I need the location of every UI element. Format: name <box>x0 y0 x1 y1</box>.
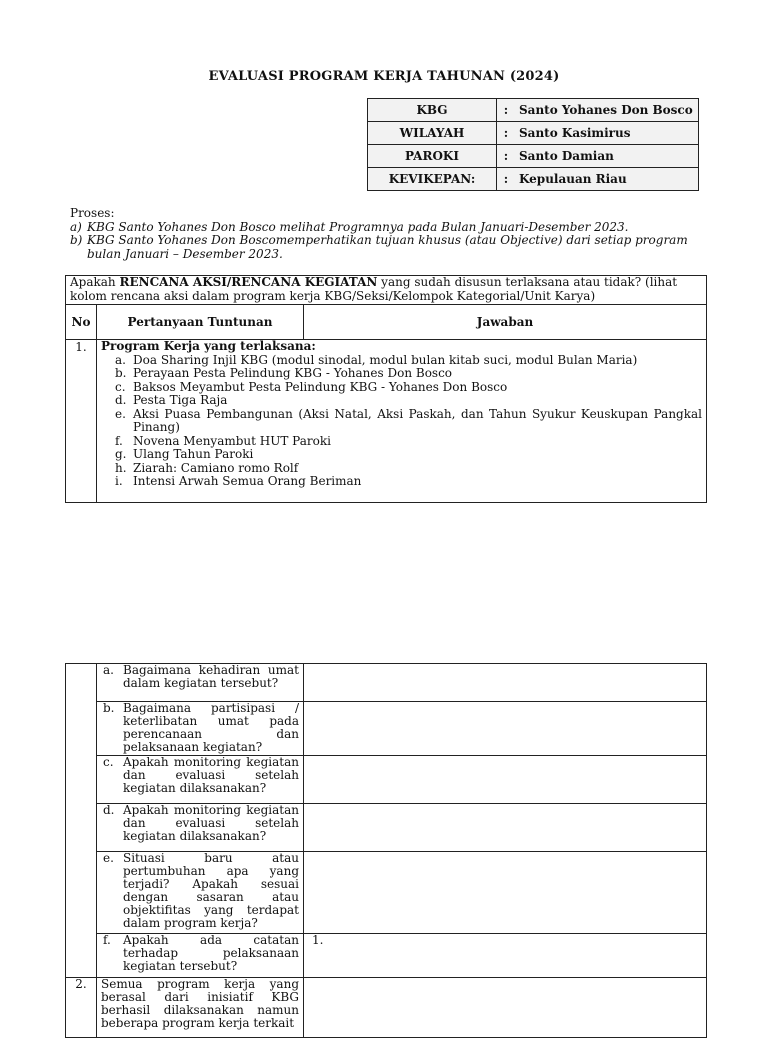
question-letter: e. <box>103 851 114 865</box>
question-letter: c. <box>103 755 114 769</box>
program-list <box>101 354 702 489</box>
evaluation-table <box>65 275 707 503</box>
info-row-kbg <box>368 99 699 122</box>
table-row <box>66 756 707 804</box>
list-item <box>101 408 702 435</box>
question-text: Apakah monitoring kegiatan dan evaluasi setelah kegiatan dilaksanakan? <box>123 755 299 795</box>
list-text: Novena Menyambut HUT Paroki <box>133 433 331 448</box>
table-row <box>66 664 707 702</box>
intro-pre: Apakah <box>70 275 120 289</box>
question-cell <box>97 934 304 978</box>
list-item <box>101 394 702 408</box>
question-letter: a. <box>103 663 114 677</box>
evaluation-table-continued <box>65 663 707 1038</box>
answer-cell <box>304 852 707 934</box>
table-row <box>66 934 707 978</box>
list-text: Perayaan Pesta Pelindung KBG - Yohanes Don Bosco <box>133 366 453 380</box>
list-item <box>101 354 702 368</box>
table-row <box>66 340 707 503</box>
answer-cell <box>304 978 707 1038</box>
table-row <box>66 702 707 756</box>
table-intro-row <box>66 276 707 305</box>
proses-heading: Proses: <box>70 206 115 220</box>
list-item <box>101 435 702 449</box>
row-number-empty <box>66 664 97 978</box>
info-row-wilayah <box>368 122 699 145</box>
intro-post: yang sudah disusun terlaksana atau tidak? (lihat kolom rencana aksi dalam program kerja KBG/Seksi/Kelompok Kategorial/Unit Karya) <box>70 275 678 303</box>
info-row-kevikepan <box>368 168 699 191</box>
document-title: EVALUASI PROGRAM KERJA TAHUNAN (2024) <box>208 69 560 84</box>
info-label: KEVIKEPAN: <box>368 168 497 191</box>
row-number: 1. <box>66 340 97 503</box>
program-list-cell <box>97 340 707 503</box>
table-row <box>66 978 707 1038</box>
header-no: No <box>66 305 97 340</box>
question-cell <box>97 978 304 1038</box>
question-letter: f. <box>103 933 111 947</box>
info-colon: : <box>497 168 516 191</box>
list-text: Intensi Arwah Semua Orang Beriman <box>133 474 362 488</box>
proses-text: KBG Santo Yohanes Don Bosco melihat Programnya pada Bulan Januari-Desember 2023. <box>87 219 629 234</box>
table-row <box>66 852 707 934</box>
proses-item <box>70 221 715 235</box>
question-text: Semua program kerja yang berasal dari inisiatif KBG berhasil dilaksanakan namun beberapa program kerja terkait <box>101 977 299 1030</box>
question-cell <box>97 804 304 852</box>
list-letter: f. <box>115 433 123 448</box>
table-row <box>66 804 707 852</box>
table-header-row <box>66 305 707 340</box>
list-letter: c. <box>115 379 126 394</box>
proses-marker: a) <box>70 219 82 234</box>
proses-section <box>70 207 715 261</box>
info-row-paroki <box>368 145 699 168</box>
proses-item <box>70 234 715 261</box>
info-value: Santo Yohanes Don Bosco <box>515 99 699 122</box>
answer-cell <box>304 804 707 852</box>
answer-cell <box>304 702 707 756</box>
answer-cell: 1. <box>304 934 707 978</box>
kbg-info-table <box>367 98 699 191</box>
list-letter: h. <box>115 460 127 475</box>
question-letter: d. <box>103 803 115 817</box>
info-label: PAROKI <box>368 145 497 168</box>
list-item <box>101 448 702 462</box>
proses-text: KBG Santo Yohanes Don Boscomemperhatikan tujuan khusus (atau Objective) dari setiap program bulan Januari – Desember 2023. <box>87 233 688 261</box>
list-letter: g. <box>115 447 127 461</box>
list-text: Aksi Puasa Pembangunan (Aksi Natal, Aksi Paskah, dan Tahun Syukur Keuskupan Pangkal Pinang) <box>133 406 702 434</box>
info-value: Santo Kasimirus <box>515 122 699 145</box>
question-letter: b. <box>103 701 115 715</box>
list-item <box>101 367 702 381</box>
question-text: Apakah ada catatan terhadap pelaksanaan kegiatan tersebut? <box>123 933 299 973</box>
question-cell <box>97 756 304 804</box>
question-text: Bagaimana kehadiran umat dalam kegiatan tersebut? <box>123 663 299 690</box>
list-letter: b. <box>115 366 127 380</box>
list-text: Doa Sharing Injil KBG (modul sinodal, modul bulan kitab suci, modul Bulan Maria) <box>133 352 638 367</box>
question-cell <box>97 702 304 756</box>
list-text: Ulang Tahun Paroki <box>133 447 254 461</box>
info-label: WILAYAH <box>368 122 497 145</box>
info-label: KBG <box>368 99 497 122</box>
list-item <box>101 381 702 395</box>
question-text: Bagaimana partisipasi / keterlibatan umat pada perencanaan dan pelaksanaan kegiatan? <box>123 701 299 754</box>
program-heading: Program Kerja yang terlaksana: <box>101 339 316 353</box>
info-value: Kepulauan Riau <box>515 168 699 191</box>
info-colon: : <box>497 145 516 168</box>
proses-marker: b) <box>70 233 83 247</box>
header-answer: Jawaban <box>304 305 707 340</box>
answer-cell <box>304 756 707 804</box>
question-text: Apakah monitoring kegiatan dan evaluasi setelah kegiatan dilaksanakan? <box>123 803 299 843</box>
question-cell <box>97 852 304 934</box>
answer-cell <box>304 664 707 702</box>
row-number: 2. <box>66 978 97 1038</box>
header-question: Pertanyaan Tuntunan <box>97 305 304 340</box>
list-letter: i. <box>115 474 123 488</box>
list-letter: e. <box>115 406 126 421</box>
list-text: Baksos Meyambut Pesta Pelindung KBG - Yohanes Don Bosco <box>133 379 508 394</box>
question-cell <box>97 664 304 702</box>
info-value: Santo Damian <box>515 145 699 168</box>
list-item <box>101 462 702 476</box>
list-item <box>101 475 702 489</box>
info-colon: : <box>497 99 516 122</box>
list-letter: d. <box>115 393 127 407</box>
info-colon: : <box>497 122 516 145</box>
intro-bold: RENCANA AKSI/RENCANA KEGIATAN <box>119 275 378 289</box>
list-text: Pesta Tiga Raja <box>133 393 228 407</box>
question-text: Situasi baru atau pertumbuhan apa yang terjadi? Apakah sesuai dengan sasaran atau objektifitas yang terdapat dalam program kerja? <box>123 851 299 930</box>
table-intro <box>66 276 707 305</box>
list-text: Ziarah: Camiano romo Rolf <box>133 460 299 475</box>
list-letter: a. <box>115 352 126 367</box>
